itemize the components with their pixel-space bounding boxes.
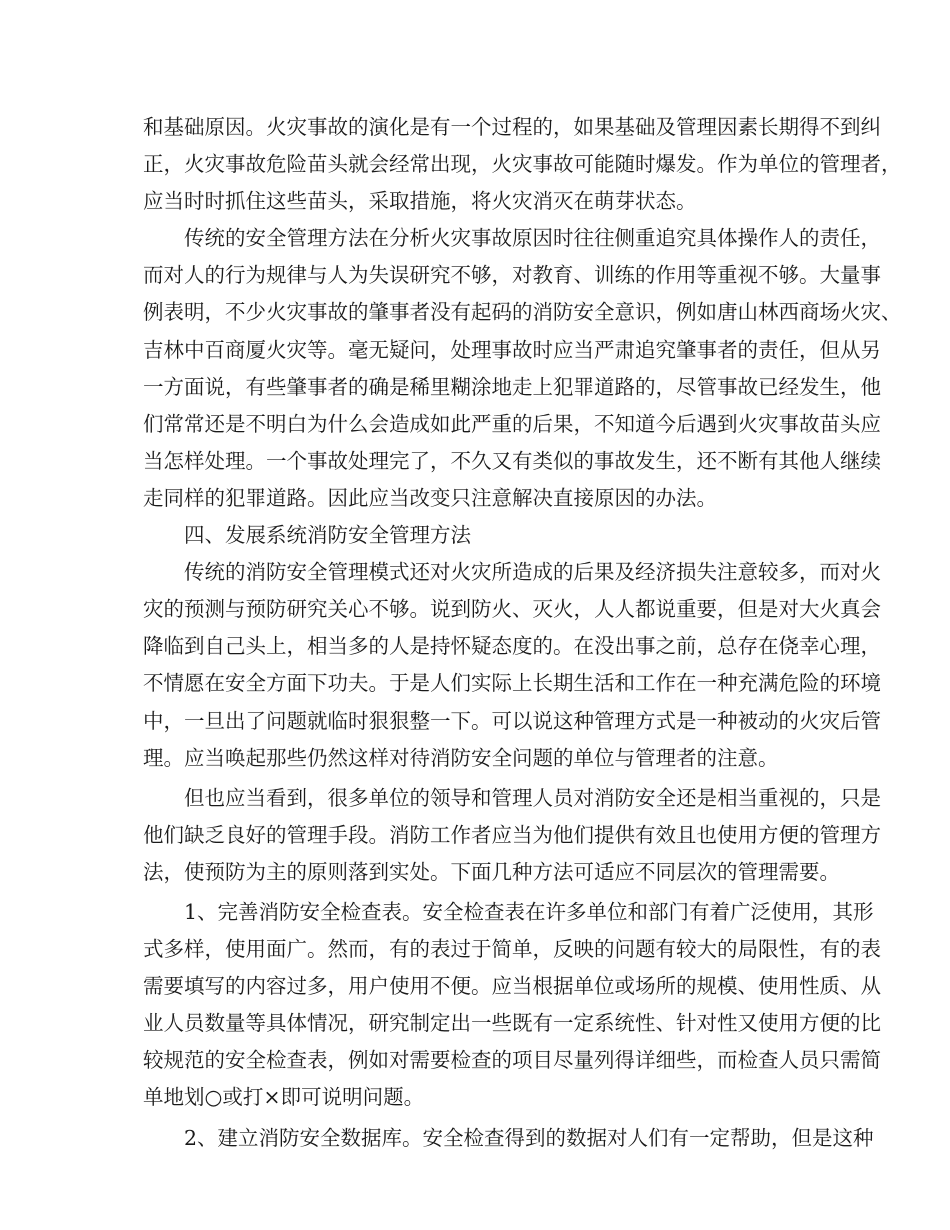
text-line: 不情愿在安全方面下功夫。于是人们实际上长期生活和工作在一种充满危险的环境	[143, 671, 881, 696]
text-line: 传统的消防安全管理模式还对火灾所造成的后果及经济损失注意较多，而对火	[184, 560, 881, 585]
text-line: 较规范的安全检查表，例如对需要检查的项目尽量列得详细些，而检查人员只需简	[143, 1048, 881, 1073]
text-line: 走同样的犯罪道路。因此应当改变只注意解决直接原因的办法。	[143, 485, 717, 510]
paragraph	[143, 554, 881, 777]
text-line: 灾的预测与预防研究关心不够。说到防火、灭火，人人都说重要，但是对大火真会	[143, 597, 881, 622]
text-line: 2、建立消防安全数据库。安全检查得到的数据对人们有一定帮助，但是这种	[184, 1125, 874, 1150]
text-line: 例表明，不少火灾事故的肇事者没有起码的消防安全意识，例如唐山林西商场火灾、	[143, 300, 902, 325]
text-line: 一方面说，有些肇事者的确是稀里糊涂地走上犯罪道路的，尽管事故已经发生，他	[143, 374, 881, 399]
section-heading	[143, 517, 811, 554]
text-line: 法，使预防为主的原则落到实处。下面几种方法可适应不同层次的管理需要。	[143, 859, 840, 884]
text-line: 他们缺乏良好的管理手段。消防工作者应当为他们提供有效且也使用方便的管理方	[143, 822, 881, 847]
paragraph	[143, 220, 902, 517]
text-line: 1、完善消防安全检查表。安全检查表在许多单位和部门有着广泛使用，其形	[184, 899, 874, 924]
text-line: 中，一旦出了问题就临时狠狠整一下。可以说这种管理方式是一种被动的火灾后管	[143, 708, 881, 733]
paragraph	[143, 780, 881, 891]
text-line: 正，火灾事故危险苗头就会经常出现，火灾事故可能随时爆发。作为单位的管理者，	[143, 152, 902, 177]
text-line: 式多样，使用面广。然而，有的表过于简单，反映的问题有较大的局限性，有的表	[143, 937, 881, 962]
text-line: 和基础原因。火灾事故的演化是有一个过程的，如果基础及管理因素长期得不到纠	[143, 115, 881, 139]
document-page	[143, 109, 902, 1157]
paragraph	[143, 894, 881, 1117]
text-line: 但也应当看到，很多单位的领导和管理人员对消防安全还是相当重视的，只是	[184, 785, 881, 810]
text-line: 四、发展系统消防安全管理方法	[184, 523, 471, 548]
text-line: 吉林中百商厦火灾等。毫无疑问，处理事故时应当严肃追究肇事者的责任，但从另	[143, 337, 881, 362]
text-line: 传统的安全管理方法在分析火灾事故原因时往往侧重追究具体操作人的责任，	[184, 226, 881, 251]
text-line: 应当时时抓住这些苗头，采取措施，将火灾消灭在萌芽状态。	[143, 189, 697, 214]
paragraph	[143, 1120, 874, 1157]
paragraph	[143, 109, 902, 220]
text-line: 而对人的行为规律与人为失误研究不够，对教育、训练的作用等重视不够。大量事	[143, 263, 881, 288]
text-line: 理。应当唤起那些仍然这样对待消防安全问题的单位与管理者的注意。	[143, 745, 779, 770]
text-line: 单地划○或打×即可说明问题。	[143, 1085, 425, 1110]
text-line: 们常常还是不明白为什么会造成如此严重的后果，不知道今后遇到火灾事故苗头应	[143, 411, 881, 436]
text-line: 当怎样处理。一个事故处理完了，不久又有类似的事故发生，还不断有其他人继续	[143, 448, 881, 473]
text-line: 降临到自己头上，相当多的人是持怀疑态度的。在没出事之前，总存在侥幸心理，	[143, 634, 881, 659]
text-line: 需要填写的内容过多，用户使用不便。应当根据单位或场所的规模、使用性质、从	[143, 974, 881, 999]
text-line: 业人员数量等具体情况，研究制定出一些既有一定系统性、针对性又使用方便的比	[143, 1011, 881, 1036]
